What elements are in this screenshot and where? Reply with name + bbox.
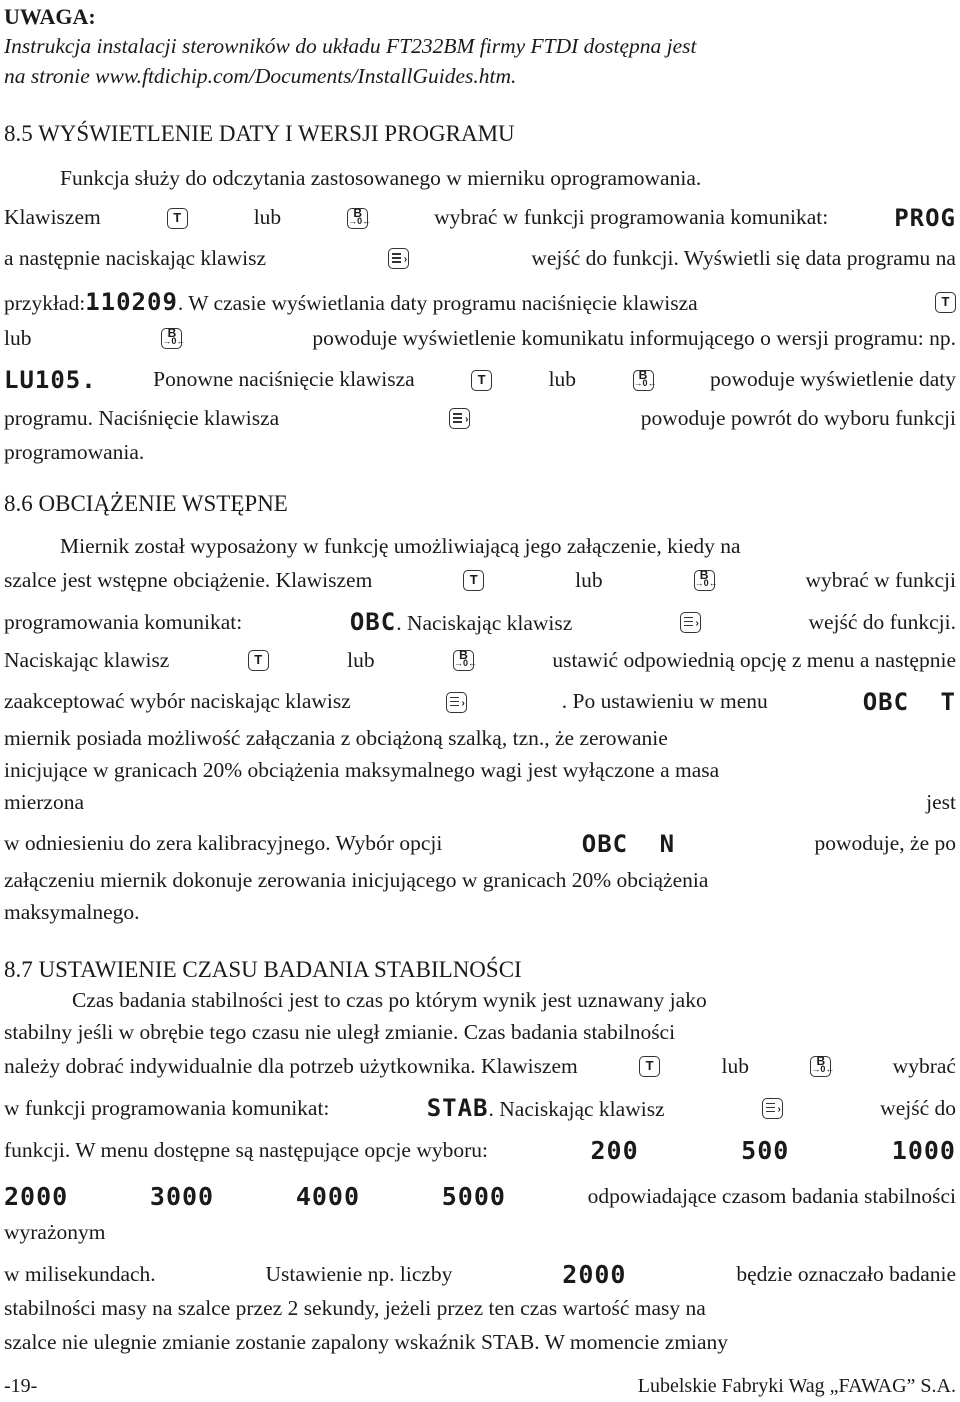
s86-line-6: miernik posiada możliwość załączania z obciążoną szalką, tzn., że zerowanie (4, 726, 668, 750)
s85-line-6: LU105. Ponowne naciśnięcie klawisza T lub B →0← powoduje wyświetlenie daty (4, 368, 956, 392)
display-2000: 2000 (562, 1260, 627, 1289)
display-stab: STAB (426, 1094, 489, 1122)
tare-key-icon (935, 292, 956, 313)
s85-line-3: a następnie naciskając klawisz › wejść do funkcji. Wyświetli się data programu na (4, 246, 956, 270)
notice-line-2: na stronie www.ftdichip.com/Documents/InstallGuides.htm. (4, 64, 517, 88)
tare-key-icon (167, 208, 188, 229)
zero-key-icon: B →0← (453, 650, 474, 671)
s87-line-7: wyrażonym (4, 1220, 106, 1244)
s87-line-10: szalce nie ulegnie zmianie zostanie zapalony wskaźnik STAB. W momencie zmiany (4, 1330, 729, 1354)
s87-line-2: stabilny jeśli w obrębie tego czasu nie uległ zmianie. Czas badania stabilności (4, 1020, 676, 1044)
company-name: Lubelskie Fabryki Wag „FAWAG” S.A. (637, 1375, 956, 1397)
option-2000: 2000 (4, 1182, 69, 1211)
option-500: 500 (741, 1136, 790, 1165)
display-date: 110209 (85, 288, 178, 316)
s85-line-8: programowania. (4, 440, 145, 464)
s86-line-4: Naciskając klawisz T lub B →0← ustawić odpowiednią opcję z menu a następnie (4, 650, 956, 672)
s86-line-5: zaakceptować wybór naciskając klawisz › . Po ustawieniu w menu OBC T (4, 688, 956, 716)
option-4000: 4000 (295, 1182, 361, 1211)
zero-key-icon: B →0← (810, 1056, 831, 1077)
s87-line-1: Czas badania stabilności jest to czas po którym wynik jest uznawany jako (72, 988, 707, 1012)
enter-key-icon: › (388, 248, 409, 269)
display-prog: PROG (894, 204, 956, 232)
s87-line-8: w milisekundach. Ustawienie np. liczby 2000 będzie oznaczało badanie (4, 1260, 956, 1289)
s86-line-1: Miernik został wyposażony w funkcję umożliwiającą jego załączenie, kiedy na (60, 534, 741, 558)
tare-key-icon (471, 370, 492, 391)
zero-key-icon: B →0← (694, 570, 715, 591)
s87-line-3: należy dobrać indywidualnie dla potrzeb użytkownika. Klawiszem T lub B →0← wybrać (4, 1056, 956, 1078)
section-8-5-title: 8.5 WYŚWIETLENIE DATY I WERSJI PROGRAMU (4, 121, 515, 146)
s86-line-2: szalce jest wstępne obciążenie. Klawiszem T lub B →0← wybrać w funkcji (4, 570, 956, 592)
s86-line-3: programowania komunikat: OBC. Naciskając klawisz › wejść do funkcji. (4, 608, 956, 636)
option-5000: 5000 (441, 1182, 506, 1211)
s87-line-6: 2000 3000 4000 5000 odpowiadające czasom badania stabilności (4, 1182, 956, 1211)
tare-key-icon (639, 1056, 660, 1077)
display-obc-t: OBC T (862, 688, 956, 716)
s86-line-10: załączeniu miernik dokonuje zerowania inicjującego w granicach 20% obciążenia (4, 868, 709, 892)
enter-key-icon: › (680, 612, 701, 633)
zero-key-icon: B →0← (161, 328, 182, 349)
s87-line-9: stabilności masy na szalce przez 2 sekundy, jeżeli przez ten czas wartość masy na (4, 1296, 706, 1320)
s87-line-4: w funkcji programowania komunikat: STAB. Naciskając klawisz › wejść do (4, 1094, 956, 1122)
zero-key-icon: B →0← (633, 370, 654, 391)
enter-key-icon: › (762, 1098, 783, 1119)
s87-line-5: funkcji. W menu dostępne są następujące opcje wyboru: 200 500 1000 (4, 1136, 956, 1165)
s86-line-9: w odniesieniu do zera kalibracyjnego. Wybór opcji OBC N powoduje, że po (4, 830, 956, 858)
section-8-6-title: 8.6 OBCIĄŻENIE WSTĘPNE (4, 491, 288, 516)
option-3000: 3000 (149, 1182, 215, 1211)
tare-key-icon (248, 650, 269, 671)
s85-line-1: Funkcja służy do odczytania zastosowanego w mierniku oprogramowania. (60, 166, 702, 190)
notice-line-1: Instrukcja instalacji sterowników do układu FT232BM firmy FTDI dostępna jest (4, 34, 697, 58)
s85-line-4: przykład:110209. W czasie wyświetlania daty programu naciśnięcie klawisza T (4, 290, 956, 315)
section-8-7-title: 8.7 USTAWIENIE CZASU BADANIA STABILNOŚCI (4, 957, 522, 982)
notice-heading: UWAGA: (4, 4, 96, 29)
s86-line-11: maksymalnego. (4, 900, 140, 924)
s86-line-8: mierzona jest (4, 790, 956, 814)
s86-line-7: inicjujące w granicach 20% obciążenia maksymalnego wagi jest wyłączone a masa (4, 758, 720, 782)
display-obc: OBC (349, 608, 397, 636)
s85-line-2: Klawiszem T lub B →0← wybrać w funkcji programowania komunikat: PROG (4, 206, 956, 230)
option-200: 200 (590, 1136, 639, 1165)
s85-line-5: lub B →0← powoduje wyświetlenie komunikatu informującego o wersji programu: np. (4, 326, 956, 350)
enter-key-icon: › (449, 408, 470, 429)
page-footer (4, 1376, 956, 1396)
tare-key-icon (463, 570, 484, 591)
option-1000: 1000 (891, 1136, 956, 1165)
s85-line-7: programu. Naciśnięcie klawisza › powoduje powrót do wyboru funkcji (4, 406, 956, 430)
enter-key-icon: › (446, 692, 467, 713)
zero-key-icon: B →0← (347, 208, 368, 229)
display-version: LU105. (4, 366, 97, 394)
display-obc-n: OBC N (581, 830, 676, 858)
page-number: -19- (4, 1375, 38, 1397)
